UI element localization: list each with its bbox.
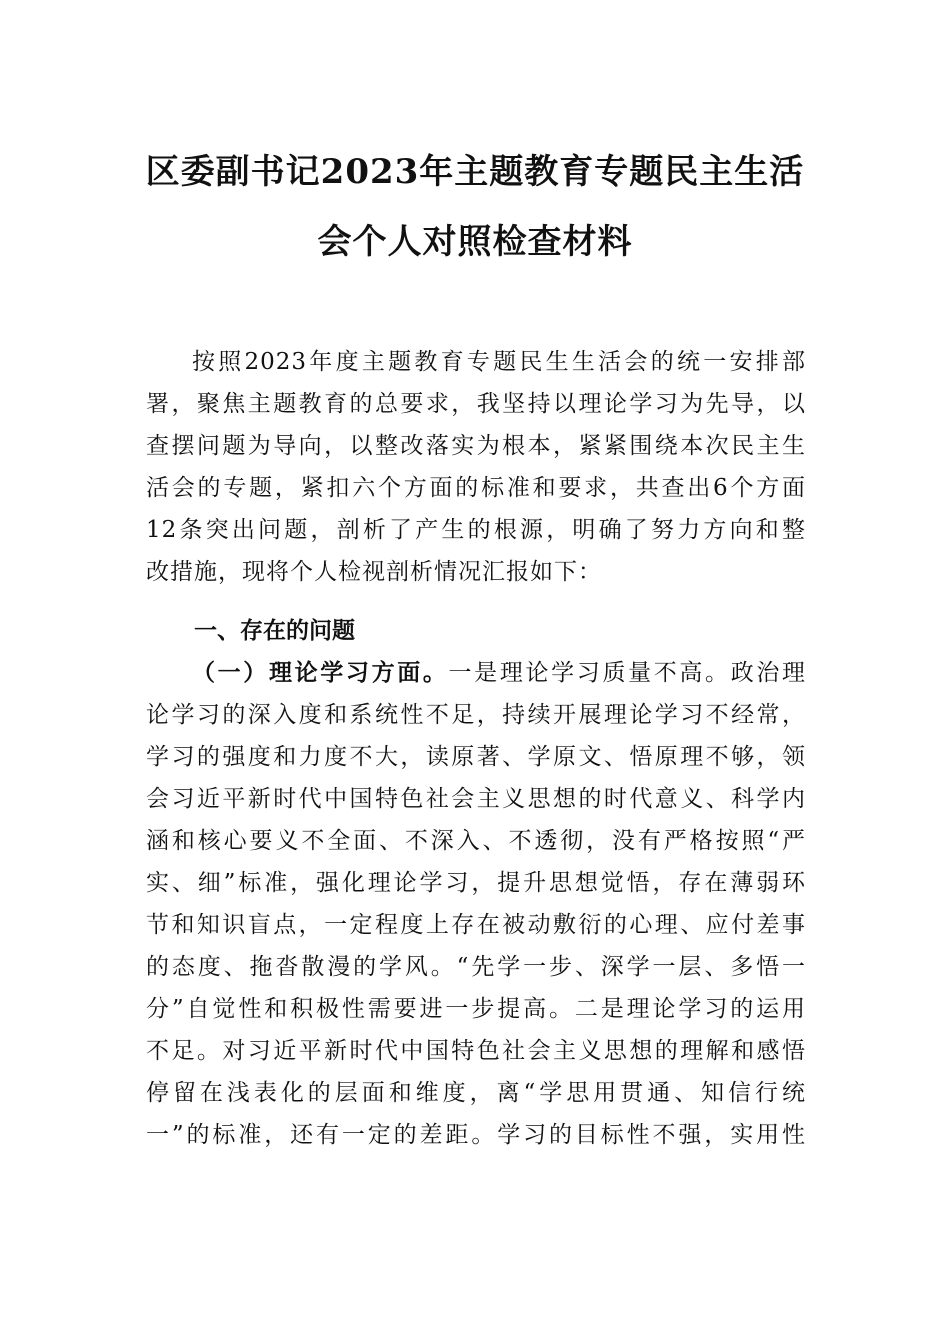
paragraph-line: 12条突出问题，剖析了产生的根源，明确了努力方向和整: [146, 517, 806, 543]
paragraph-line: 实、细”标准，强化理论学习，提升思想觉悟，存在薄弱环: [146, 870, 806, 896]
paragraph-line: 分”自觉性和积极性需要进一步提高。二是理论学习的运用: [146, 996, 806, 1022]
paragraph-line: 涵和核心要义不全面、不深入、不透彻，没有严格按照“严: [146, 828, 806, 854]
paragraph-line: 的态度、拖沓散漫的学风。“先学一步、深学一层、多悟一: [146, 954, 806, 980]
paragraph-line: 会习近平新时代中国特色社会主义思想的时代意义、科学内: [146, 786, 806, 812]
paragraph-line: 一”的标准，还有一定的差距。学习的目标性不强，实用性: [146, 1122, 806, 1148]
paragraph-first-line: [146, 652, 806, 694]
section-heading: 一、存在的问题: [194, 618, 355, 644]
theory-study-paragraph: [146, 652, 806, 1156]
paragraph-line: 署，聚焦主题教育的总要求，我坚持以理论学习为先导，以: [146, 391, 806, 417]
paragraph-line: 不足。对习近平新时代中国特色社会主义思想的理解和感悟: [146, 1038, 806, 1064]
paragraph-line: 查摆问题为导向，以整改落实为根本，紧紧围绕本次民主生: [146, 433, 806, 459]
paragraph-line: 改措施，现将个人检视剖析情况汇报如下：: [146, 559, 602, 585]
paragraph-line-text: 一是理论学习质量不高。政治理: [448, 660, 806, 686]
paragraph-line: 论学习的深入度和系统性不足，持续开展理论学习不经常，: [146, 702, 806, 728]
intro-paragraph: [146, 341, 806, 593]
paragraph-line: 停留在浅表化的层面和维度，离“学思用贯通、知信行统: [146, 1080, 806, 1106]
paragraph-line: 按照2023年度主题教育专题民生生活会的统一安排部: [192, 349, 806, 375]
document-title-line-2: 会个人对照检查材料: [317, 222, 633, 262]
paragraph-line: 学习的强度和力度不大，读原著、学原文、悟原理不够，领: [146, 744, 806, 770]
paragraph-line: 活会的专题，紧扣六个方面的标准和要求，共查出6个方面: [146, 475, 806, 501]
paragraph-line: 节和知识盲点，一定程度上存在被动敷衍的心理、应付差事: [146, 912, 806, 938]
document-title-line-1: 区委副书记2023年主题教育专题民主生活: [145, 152, 805, 192]
subsection-lead: （一）理论学习方面。: [192, 659, 449, 686]
